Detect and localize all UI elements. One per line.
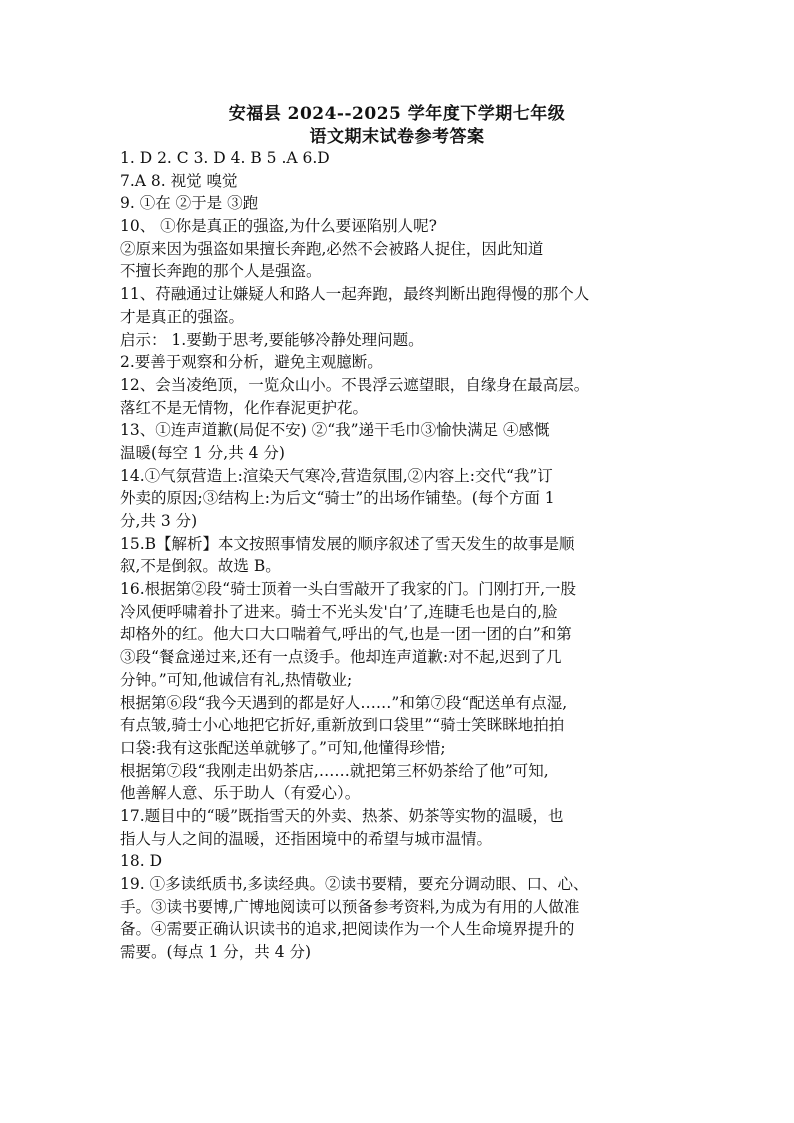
answer-line: 14.①气氛营造上:渲染天气寒冷,营造氛围,②内容上:交代“我”订 <box>120 466 553 485</box>
answer-line: 1. D 2. C 3. D 4. B 5 .A 6.D <box>120 149 330 167</box>
answer-line: ③段“餐盒递过来,还有一点烫手。他却连声道歉:对不起,迟到了几 <box>120 648 562 667</box>
answer-line: 口袋:我有这张配送单就够了。”可知,他懂得珍惜; <box>120 738 446 757</box>
answer-line: 不擅长奔跑的那个人是强盗。 <box>120 262 322 281</box>
answer-line: 19. ①多读纸质书,多读经典。②读书要精，要充分调动眼、口、心、 <box>120 875 589 893</box>
answer-content <box>120 147 690 964</box>
answer-line: 11、苻融通过让嫌疑人和路人一起奔跑，最终判断出跑得慢的那个人 <box>120 285 590 304</box>
answer-line: 13、①连声道歉(局促不安) ②“我”递干毛巾③愉快满足 ④感慨 <box>120 421 550 440</box>
answer-line: 外卖的原因;③结构上:为后文“骑士”的出场作铺垫。(每个方面 1 <box>120 489 555 508</box>
document-title: 安福县 2024--2025 学年度下学期七年级 <box>228 104 566 124</box>
answer-line: 根据第⑦段“我刚走出奶茶店,……就把第三杯奶茶给了他”可知, <box>120 761 549 780</box>
answer-line: 温暖(每空 1 分,共 4 分) <box>120 443 285 462</box>
answer-line: 分,共 3 分) <box>120 512 198 530</box>
answer-line: 分钟。”可知,他诚信有礼,热情敬业; <box>120 670 353 689</box>
answer-line: 根据第⑥段“我今天遇到的都是好人……”和第⑦段“配送单有点湿, <box>120 693 568 712</box>
answer-line: 有点皱,骑士小心地把它折好,重新放到口袋里”“骑士笑眯眯地拍拍 <box>120 716 565 735</box>
answer-line: 备。④需要正确认识读书的追求,把阅读作为一个人生命境界提升的 <box>120 920 575 939</box>
answer-line: 16.根据第②段“骑士顶着一头白雪敲开了我家的门。门刚打开,一股 <box>120 580 577 599</box>
answer-line: 冷风便呼啸着扑了进来。骑士不光头发'白’了,连睫毛也是白的,脸 <box>120 602 558 621</box>
answer-line: 手。③读书要博,广博地阅读可以预备参考资料,为成为有用的人做准 <box>120 897 580 916</box>
answer-line: 7.A 8. 视觉 嗅觉 <box>120 171 238 190</box>
answer-line: 却格外的红。他大口大口喘着气,呼出的气,也是一团一团的白”和第 <box>120 625 572 644</box>
answer-line: 15.B【解析】本文按照事情发展的顺序叙述了雪天发生的故事是顺 <box>120 534 575 553</box>
answer-line: 2.要善于观察和分析，避免主观臆断。 <box>120 353 383 372</box>
answer-line: 9. ①在 ②于是 ③跑 <box>120 194 259 213</box>
answer-line: 需要。(每点 1 分，共 4 分) <box>120 943 312 962</box>
answer-line: 18. D <box>120 852 163 871</box>
answer-line: 启示： 1.要勤于思考,要能够冷静处理问题。 <box>120 330 424 349</box>
answer-line: ②原来因为强盗如果擅长奔跑,必然不会被路人捉住，因此知道 <box>120 239 544 258</box>
answer-line: 才是真正的强盗。 <box>120 307 245 326</box>
document-subtitle: 语文期末试卷参考答案 <box>309 127 485 147</box>
answer-line: 他善解人意、乐于助人（有爱心）。 <box>120 784 361 803</box>
answer-line: 17.题目中的“暖”既指雪天的外卖、热茶、奶茶等实物的温暖，也 <box>120 806 564 825</box>
answer-line: 叙,不是倒叙。故选 B。 <box>120 557 281 576</box>
answer-line: 落红不是无情物，化作春泥更护花。 <box>120 398 369 417</box>
answer-line: 指人与人之间的温暖，还指困境中的希望与城市温情。 <box>120 829 493 848</box>
answer-line: 10、 ①你是真正的强盗,为什么要诬陷别人呢? <box>120 217 437 236</box>
answer-line: 12、会当凌绝顶，一览众山小。不畏浮云遮望眼，自缘身在最高层。 <box>120 375 590 394</box>
